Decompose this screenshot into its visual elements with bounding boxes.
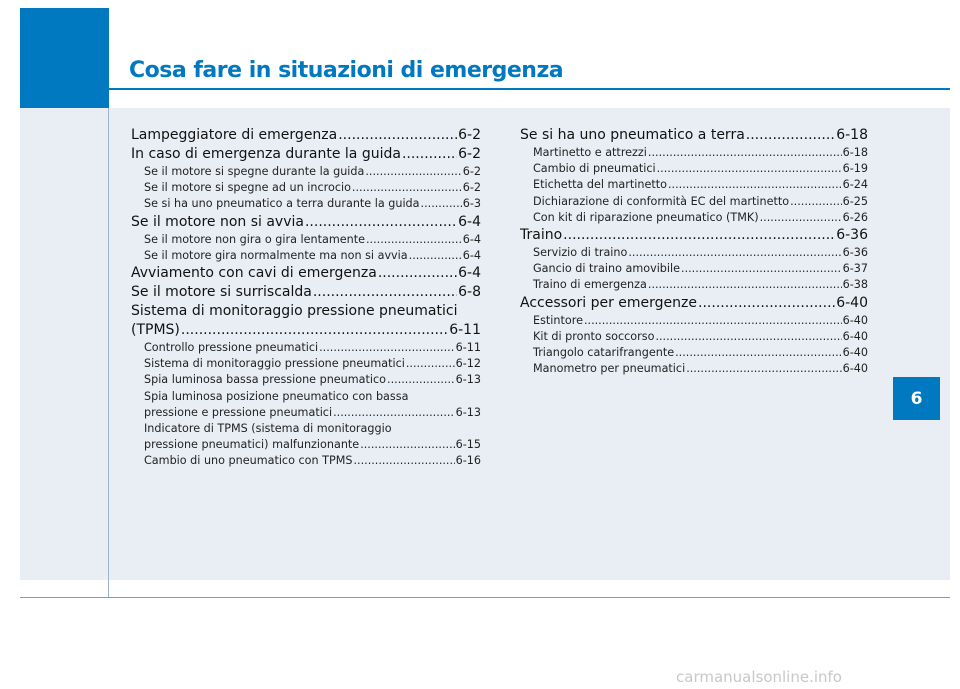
- leader-dots: [681, 261, 842, 277]
- toc-entry-label: Avviamento con cavi di emergenza: [131, 265, 377, 282]
- toc-entry-label: Se il motore non si avvia: [131, 213, 304, 230]
- toc-subentry[interactable]: [520, 210, 868, 226]
- leader-dots: [319, 340, 455, 356]
- toc-subentry-label: Traino di emergenza: [533, 278, 647, 292]
- leader-dots: [668, 177, 842, 193]
- toc-subentry-page: 6-40: [842, 362, 868, 376]
- toc-subentry[interactable]: [131, 372, 481, 388]
- toc-subentry-page: 6-40: [842, 313, 868, 327]
- toc-subentry-line[interactable]: Spia luminosa posizione pneumatico con bassa: [144, 389, 409, 403]
- toc-subentry-label: Triangolo catarifrangente: [533, 346, 675, 360]
- toc-entry-label: Traino: [520, 227, 563, 244]
- toc-entry-label: Accessori per emergenze: [520, 294, 698, 311]
- toc-subentry-label: Se il motore si spegne ad un incrocio: [144, 181, 351, 195]
- toc-subentry-page: 6-3: [462, 197, 481, 211]
- toc-entry-page: 6-8: [458, 284, 481, 301]
- leader-dots: [584, 313, 842, 329]
- toc-subentry-label: Se il motore gira normalmente ma non si avvia: [144, 248, 408, 262]
- toc-subentry-page: 6-4: [462, 232, 481, 246]
- toc-subentry-label: Se si ha uno pneumatico a terra durante la guida: [144, 197, 420, 211]
- leader-dots: [313, 283, 457, 302]
- toc-subentry-page: 6-16: [455, 454, 481, 468]
- toc-entry[interactable]: [131, 126, 481, 145]
- leader-dots: [352, 180, 462, 196]
- leader-dots: [563, 226, 835, 245]
- leader-dots: [378, 264, 457, 283]
- toc-entry[interactable]: [131, 321, 481, 340]
- toc-subentry-label: Cambio di pneumatici: [533, 162, 656, 176]
- toc-entry[interactable]: [131, 213, 481, 232]
- leader-dots: [366, 232, 462, 248]
- leader-dots: [353, 453, 454, 469]
- toc-subentry-page: 6-11: [455, 341, 481, 355]
- toc-entry-label: (TPMS): [131, 322, 180, 339]
- toc-subentry[interactable]: [520, 145, 868, 161]
- toc-left-column: [131, 126, 481, 470]
- leader-dots: [406, 356, 455, 372]
- toc-subentry-label: Con kit di riparazione pneumatico (TMK): [533, 210, 759, 224]
- toc-subentry-page: 6-12: [455, 357, 481, 371]
- toc-subentry-label: pressione pneumatici) malfunzionante: [144, 438, 360, 452]
- toc-entry-page: 6-40: [836, 294, 868, 311]
- toc-subentry-label: Kit di pronto soccorso: [533, 329, 655, 343]
- toc-subentry-label: Se il motore si spegne durante la guida: [144, 165, 365, 178]
- leader-dots: [675, 345, 842, 361]
- leader-dots: [628, 245, 841, 261]
- toc-entry[interactable]: [520, 294, 868, 313]
- toc-entry[interactable]: [131, 145, 481, 164]
- toc-subentry-line[interactable]: Indicatore di TPMS (sistema di monitoraggio: [144, 422, 392, 436]
- leader-dots: [338, 126, 457, 145]
- toc-entry-page: 6-2: [458, 146, 481, 162]
- toc-subentry[interactable]: [520, 329, 868, 345]
- toc-entry-label: Se si ha uno pneumatico a terra: [520, 127, 745, 143]
- toc-subentry-page: 6-18: [842, 146, 868, 159]
- toc-entry-label: In caso di emergenza durante la guida: [131, 146, 401, 162]
- leader-dots: [648, 277, 842, 293]
- leader-dots: [686, 361, 841, 377]
- leader-dots: [409, 248, 462, 264]
- toc-subentry-page: 6-13: [455, 373, 481, 387]
- toc-subentry-page: 6-19: [842, 162, 868, 176]
- toc-subentry-label: Gancio di traino amovibile: [533, 262, 681, 276]
- toc-subentry[interactable]: [520, 277, 868, 293]
- toc-subentry[interactable]: [131, 340, 481, 356]
- leader-dots: [790, 194, 842, 210]
- header-color-block: [20, 8, 109, 108]
- leader-dots: [760, 210, 842, 226]
- toc-subentry-label: pressione e pressione pneumatici: [144, 405, 333, 419]
- leader-dots: [421, 196, 462, 212]
- chapter-tab[interactable]: 6: [893, 377, 940, 420]
- page-title: Cosa fare in situazioni di emergenza: [129, 58, 564, 83]
- toc-entry-page: 6-4: [458, 265, 481, 282]
- leader-dots: [655, 329, 841, 345]
- toc-subentry-page: 6-25: [842, 194, 868, 208]
- toc-subentry[interactable]: [131, 437, 481, 453]
- leader-dots: [365, 164, 461, 180]
- toc-subentry-page: 6-2: [462, 165, 481, 178]
- toc-subentry[interactable]: [520, 245, 868, 261]
- toc-subentry-page: 6-26: [842, 210, 868, 224]
- toc-subentry[interactable]: [131, 232, 481, 248]
- toc-subentry-page: 6-37: [842, 262, 868, 276]
- leader-dots: [698, 294, 835, 313]
- margin-divider: [108, 108, 109, 598]
- toc-entry-page: 6-11: [449, 322, 481, 339]
- leader-dots: [333, 405, 455, 421]
- toc-subentry-label: Cambio di uno pneumatico con TPMS: [144, 454, 353, 468]
- toc-subentry-label: Etichetta del martinetto: [533, 178, 667, 192]
- toc-entry-label: Se il motore si surriscalda: [131, 284, 312, 301]
- toc-subentry[interactable]: [131, 356, 481, 372]
- toc-entry[interactable]: [520, 226, 868, 245]
- toc-subentry-label: Spia luminosa bassa pressione pneumatico: [144, 373, 387, 387]
- toc-subentry[interactable]: [520, 313, 868, 329]
- toc-subentry-page: 6-15: [455, 438, 481, 452]
- toc-subentry-label: Martinetto e attrezzi: [533, 146, 647, 159]
- toc-subentry[interactable]: [131, 196, 481, 212]
- toc-entry-page: 6-36: [836, 227, 868, 244]
- watermark: carmanualsonline.info: [676, 668, 842, 686]
- toc-subentry[interactable]: [520, 261, 868, 277]
- toc-subentry[interactable]: [520, 345, 868, 361]
- toc-subentry-page: 6-13: [455, 405, 481, 419]
- toc-entry-page: 6-18: [836, 127, 868, 143]
- toc-entry-page: 6-2: [458, 127, 481, 143]
- toc-subentry-page: 6-2: [462, 181, 481, 195]
- leader-dots: [360, 437, 454, 453]
- toc-subentry-label: Se il motore non gira o gira lentamente: [144, 232, 365, 246]
- toc-entry-page: 6-4: [458, 213, 481, 230]
- leader-dots: [387, 372, 455, 388]
- toc-subentry[interactable]: [131, 405, 481, 421]
- title-underline: [109, 88, 950, 90]
- toc-subentry-page: 6-24: [842, 178, 868, 192]
- toc-subentry-page: 6-40: [842, 346, 868, 360]
- toc-right-column: [520, 126, 868, 377]
- leader-dots: [305, 213, 457, 232]
- leader-dots: [648, 145, 842, 161]
- toc-subentry[interactable]: [520, 161, 868, 177]
- toc-entry[interactable]: [520, 126, 868, 145]
- toc-subentry[interactable]: [131, 164, 481, 180]
- leader-dots: [657, 161, 842, 177]
- footer-rule: [20, 597, 950, 598]
- toc-subentry-page: 6-36: [842, 246, 868, 260]
- toc-subentry-label: Sistema di monitoraggio pressione pneumatici: [144, 357, 405, 371]
- toc-entry[interactable]: [131, 264, 481, 283]
- toc-subentry[interactable]: [131, 453, 481, 469]
- leader-dots: [402, 145, 457, 164]
- toc-subentry-label: Estintore: [533, 313, 583, 327]
- toc-subentry[interactable]: [520, 177, 868, 193]
- leader-dots: [181, 321, 448, 340]
- toc-subentry[interactable]: [131, 180, 481, 196]
- toc-subentry-label: Dichiarazione di conformità EC del martinetto: [533, 194, 790, 208]
- leader-dots: [746, 126, 835, 145]
- toc-subentry-label: Manometro per pneumatici: [533, 362, 686, 376]
- toc-subentry-label: Controllo pressione pneumatici: [144, 341, 319, 355]
- toc-subentry[interactable]: [131, 248, 481, 264]
- toc-subentry-label: Servizio di traino: [533, 246, 628, 260]
- toc-subentry-page: 6-4: [462, 248, 481, 262]
- toc-entry-line[interactable]: Sistema di monitoraggio pressione pneumatici: [131, 303, 458, 320]
- toc-subentry[interactable]: [520, 194, 868, 210]
- toc-subentry[interactable]: [520, 361, 868, 377]
- toc-entry-label: Lampeggiatore di emergenza: [131, 127, 338, 143]
- toc-entry[interactable]: [131, 283, 481, 302]
- toc-subentry-page: 6-40: [842, 329, 868, 343]
- toc-subentry-page: 6-38: [842, 278, 868, 292]
